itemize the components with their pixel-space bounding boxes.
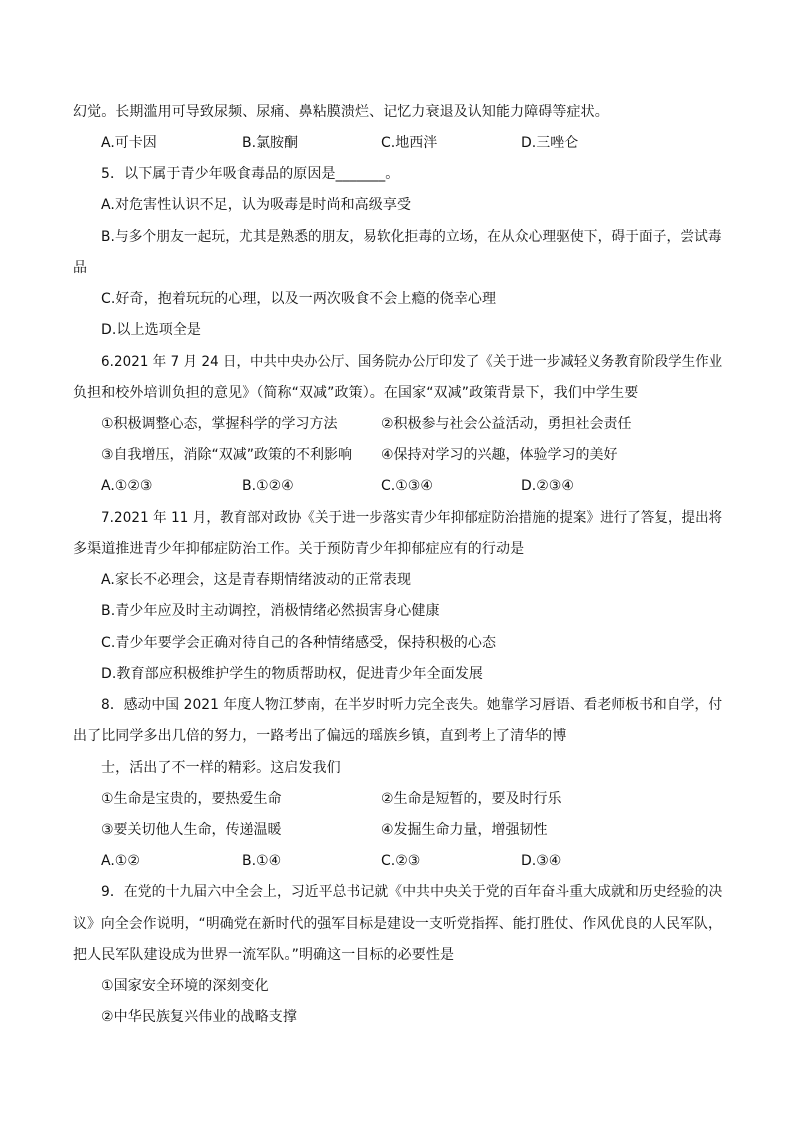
q8-option-b: B.①④	[242, 853, 282, 869]
q4-option-d: D.三唑仑	[521, 135, 579, 151]
q8-stem-line3: 士，活出了不一样的精彩。这启发我们	[101, 760, 341, 776]
q9-stem-line1: 9．在党的十九届六中全会上，习近平总书记就《中共中央关于党的百年奋斗重大成就和历史经验的决	[101, 884, 723, 900]
q7-option-b: B.青少年应及时主动调控，消极情绪必然损害身心健康	[101, 603, 440, 619]
q4-continuation: 幻觉。长期滥用可导致尿频、尿痛、鼻粘膜溃烂、记忆力衰退及认知能力障碍等症状。	[73, 104, 609, 120]
q8-option-c: C.②③	[381, 853, 421, 869]
q8-item-2: ②生命是短暂的，要及时行乐	[381, 791, 562, 807]
q6-stem-line1: 6.2021 年 7 月 24 日，中共中央办公厅、国务院办公厅印发了《关于进一步减轻义务教育阶段学生作业	[101, 354, 723, 370]
q6-item-4: ④保持对学习的兴趣，体验学习的美好	[381, 447, 618, 463]
q8-item-3: ③要关切他人生命，传递温暖	[101, 822, 282, 838]
q9-item-1: ①国家安全环境的深刻变化	[101, 978, 269, 994]
q7-option-a: A.家长不必理会，这是青春期情绪波动的正常表现	[101, 572, 412, 588]
q8-option-d: D.③④	[521, 853, 562, 869]
q6-item-2: ②积极参与社会公益活动，勇担社会责任	[381, 416, 632, 432]
q6-option-a: A.①②③	[101, 478, 153, 494]
q5-option-a: A.对危害性认识不足，认为吸毒是时尚和高级享受	[101, 197, 412, 213]
q6-option-c: C.①③④	[381, 478, 433, 494]
q5-option-b-line2: 品	[73, 260, 88, 276]
q6-option-d: D.②③④	[521, 478, 574, 494]
q5-option-d: D.以上选项全是	[101, 322, 202, 338]
q7-stem-line1: 7.2021 年 11 月，教育部对政协《关于进一步落实青少年抑郁症防治措施的提案》进行了答复，提出将	[101, 510, 723, 526]
q4-option-c: C.地西泮	[381, 135, 438, 151]
q4-option-a: A.可卡因	[101, 135, 157, 151]
q4-option-b: B.氯胺酮	[242, 135, 299, 151]
q8-stem-line1: 8．感动中国 2021 年度人物江梦南，在半岁时听力完全丧失。她靠学习唇语、看老师板书和自学，付	[101, 697, 723, 713]
q6-option-b: B.①②④	[242, 478, 294, 494]
q7-option-d: D.教育部应积极维护学生的物质帮助权，促进青少年全面发展	[101, 666, 484, 682]
q6-item-1: ①积极调整心态，掌握科学的学习方法	[101, 416, 338, 432]
q7-stem-line2: 多渠道推进青少年抑郁症防治工作。关于预防青少年抑郁症应有的行动是	[73, 541, 525, 557]
q8-item-1: ①生命是宝贵的，要热爱生命	[101, 791, 282, 807]
q8-item-4: ④发掘生命力量，增强韧性	[381, 822, 548, 838]
q8-option-a: A.①②	[101, 853, 140, 869]
q5-stem: 5．以下属于青少年吸食毒品的原因是_______。	[101, 166, 400, 182]
q5-option-b-line1: B.与多个朋友一起玩，尤其是熟悉的朋友，易软化拒毒的立场，在从众心理驱使下，碍于面子，尝试毒	[101, 229, 722, 245]
q6-item-3: ③自我增压，消除“双减”政策的不利影响	[101, 447, 353, 463]
q5-option-c: C.好奇，抱着玩玩的心理，以及一两次吸食不会上瘾的侥幸心理	[101, 291, 497, 307]
q7-option-c: C.青少年要学会正确对待自己的各种情绪感受，保持积极的心态	[101, 635, 497, 651]
q9-stem-line3: 把人民军队建设成为世界一流军队。”明确这一目标的必要性是	[73, 947, 455, 963]
q6-stem-line2: 负担和校外培训负担的意见》（简称“双减”政策）。在国家“双减”政策背景下，我们中学生要	[73, 385, 639, 401]
q8-stem-line2: 出了比同学多出几倍的努力，一路考出了偏远的瑶族乡镇，直到考上了清华的博	[73, 728, 567, 744]
q9-stem-line2: 议》向全会作说明，“明确党在新时代的强军目标是建设一支听党指挥、能打胜仗、作风优良的人民军队，	[73, 916, 722, 932]
q9-item-2: ②中华民族复兴伟业的战略支撑	[101, 1009, 297, 1025]
